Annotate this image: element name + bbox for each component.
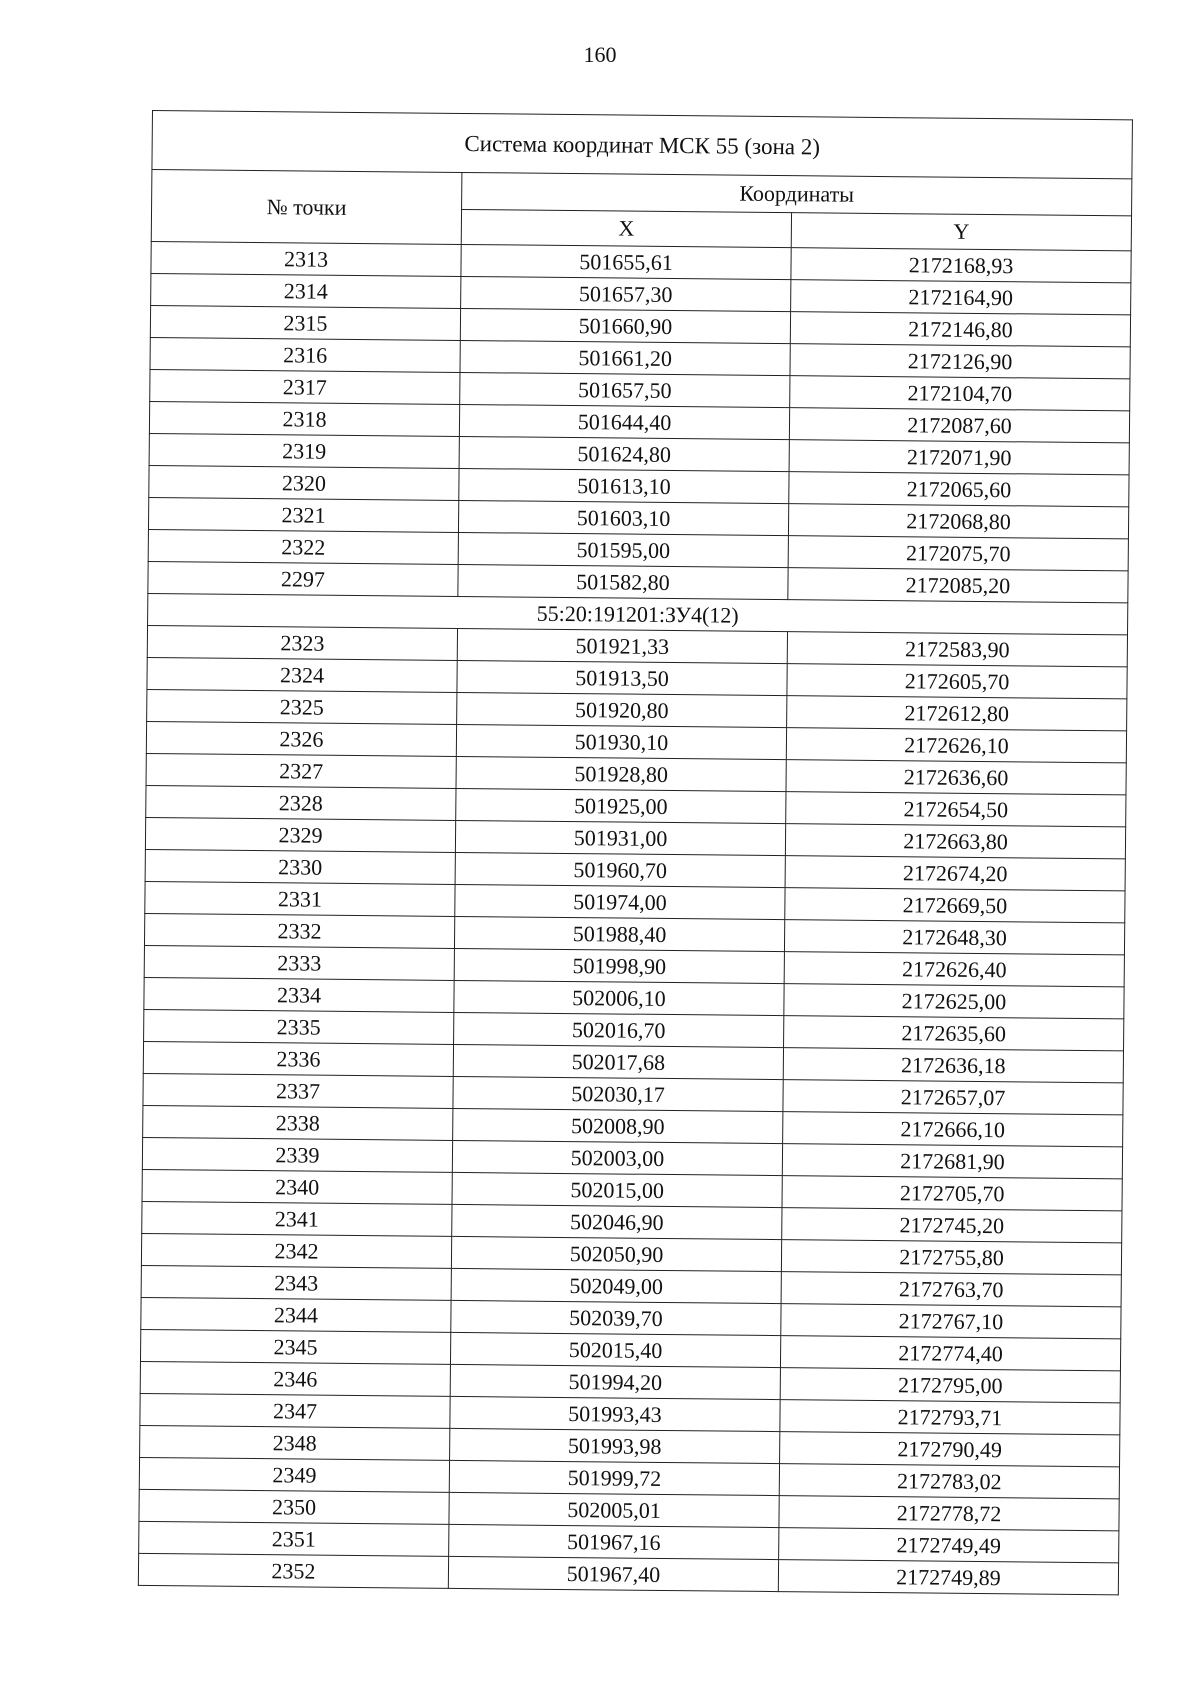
point-number-cell: 2323 [147, 625, 457, 660]
point-number-cell: 2317 [150, 369, 460, 404]
x-coordinate-cell: 502006,10 [454, 980, 784, 1015]
point-number-cell: 2331 [145, 881, 455, 916]
y-coordinate-cell: 2172669,50 [785, 888, 1125, 923]
x-coordinate-cell: 501967,16 [449, 1524, 779, 1559]
point-number-cell: 2336 [143, 1041, 453, 1076]
point-number-cell: 2347 [140, 1393, 450, 1428]
x-coordinate-cell: 501960,70 [455, 852, 785, 887]
page-number: 160 [583, 42, 617, 67]
y-coordinate-cell: 2172749,49 [779, 1528, 1119, 1563]
y-coordinate-cell: 2172626,40 [784, 952, 1124, 987]
x-coordinate-cell: 502005,01 [449, 1492, 779, 1527]
y-coordinate-cell: 2172767,10 [781, 1304, 1121, 1339]
x-coordinate-cell: 502017,68 [453, 1044, 783, 1079]
coordinates-sheet [138, 110, 1133, 1595]
point-number-cell: 2319 [149, 433, 459, 468]
point-number-cell: 2333 [144, 945, 454, 980]
point-number-cell: 2346 [140, 1361, 450, 1396]
x-coordinate-cell: 502003,00 [452, 1140, 782, 1175]
point-number-cell: 2326 [146, 721, 456, 756]
y-coordinate-cell: 2172657,07 [783, 1080, 1123, 1115]
y-coordinate-cell: 2172146,80 [790, 312, 1130, 347]
x-coordinate-cell: 501999,72 [449, 1460, 779, 1495]
point-number-cell: 2340 [142, 1169, 452, 1204]
y-coordinate-cell: 2172626,10 [786, 728, 1126, 763]
x-coordinate-cell: 502039,70 [451, 1300, 781, 1335]
section-2-rows [138, 625, 1127, 1594]
x-coordinate-cell: 501613,10 [459, 468, 789, 503]
point-number-cell: 2344 [141, 1297, 451, 1332]
point-number-cell: 2328 [146, 785, 456, 820]
point-number-cell: 2329 [145, 817, 455, 852]
point-number-cell: 2324 [147, 657, 457, 692]
point-number-cell: 2341 [142, 1201, 452, 1236]
x-coordinate-cell: 502008,90 [453, 1108, 783, 1143]
x-coordinate-cell: 501661,20 [460, 340, 790, 375]
x-coordinate-cell: 501974,00 [455, 884, 785, 919]
point-number-cell: 2348 [140, 1425, 450, 1460]
point-number-cell: 2330 [145, 849, 455, 884]
x-coordinate-cell: 501644,40 [459, 404, 789, 439]
x-coordinate-cell: 501998,90 [454, 948, 784, 983]
x-coordinate-cell: 501988,40 [454, 916, 784, 951]
y-coordinate-cell: 2172065,60 [789, 472, 1129, 507]
x-coordinate-cell: 502030,17 [453, 1076, 783, 1111]
x-coordinate-cell: 501931,00 [455, 820, 785, 855]
y-coordinate-cell: 2172164,90 [791, 280, 1131, 315]
y-coordinate-cell: 2172648,30 [784, 920, 1124, 955]
x-coordinate-cell: 502015,00 [452, 1172, 782, 1207]
y-coordinate-cell: 2172778,72 [779, 1496, 1119, 1531]
point-number-cell: 2343 [141, 1265, 451, 1300]
point-number-cell: 2321 [148, 497, 458, 532]
x-coordinate-cell: 501655,61 [461, 244, 791, 279]
x-coordinate-cell: 501595,00 [458, 532, 788, 567]
y-coordinate-cell: 2172705,70 [782, 1176, 1122, 1211]
y-coordinate-cell: 2172636,60 [786, 760, 1126, 795]
column-header-point: № точки [151, 170, 462, 245]
y-coordinate-cell: 2172666,10 [783, 1112, 1123, 1147]
y-coordinate-cell: 2172126,90 [790, 344, 1130, 379]
x-coordinate-cell: 501657,30 [461, 276, 791, 311]
y-coordinate-cell: 2172763,70 [781, 1272, 1121, 1307]
y-coordinate-cell: 2172104,70 [790, 376, 1130, 411]
x-coordinate-cell: 501993,43 [450, 1396, 780, 1431]
point-number-cell: 2342 [141, 1233, 451, 1268]
point-number-cell: 2322 [148, 529, 458, 564]
y-coordinate-cell: 2172583,90 [787, 632, 1127, 667]
x-coordinate-cell: 502049,00 [451, 1268, 781, 1303]
section-label: 55:20:191201:ЗУ4(12) [148, 593, 1128, 634]
y-coordinate-cell: 2172071,90 [789, 440, 1129, 475]
point-number-cell: 2339 [142, 1137, 452, 1172]
column-header-y: Y [791, 213, 1131, 251]
x-coordinate-cell: 502016,70 [454, 1012, 784, 1047]
x-coordinate-cell: 501930,10 [456, 724, 786, 759]
y-coordinate-cell: 2172663,80 [785, 824, 1125, 859]
point-number-cell: 2349 [139, 1457, 449, 1492]
x-coordinate-cell: 501921,33 [457, 628, 787, 663]
y-coordinate-cell: 2172755,80 [781, 1240, 1121, 1275]
y-coordinate-cell: 2172068,80 [788, 504, 1128, 539]
y-coordinate-cell: 2172085,20 [788, 568, 1128, 603]
point-number-cell: 2338 [143, 1105, 453, 1140]
x-coordinate-cell: 501913,50 [457, 660, 787, 695]
point-number-cell: 2297 [148, 561, 458, 596]
section-1-rows [148, 241, 1131, 602]
y-coordinate-cell: 2172612,80 [787, 696, 1127, 731]
point-number-cell: 2334 [144, 977, 454, 1012]
x-coordinate-cell: 501967,40 [448, 1556, 778, 1591]
x-coordinate-cell: 501993,98 [450, 1428, 780, 1463]
x-coordinate-cell: 501657,50 [460, 372, 790, 407]
y-coordinate-cell: 2172654,50 [786, 792, 1126, 827]
x-coordinate-cell: 501660,90 [460, 308, 790, 343]
y-coordinate-cell: 2172790,49 [780, 1432, 1120, 1467]
x-coordinate-cell: 501928,80 [456, 756, 786, 791]
point-number-cell: 2316 [150, 337, 460, 372]
point-number-cell: 2314 [151, 273, 461, 308]
point-number-cell: 2325 [147, 689, 457, 724]
x-coordinate-cell: 501920,80 [457, 692, 787, 727]
x-coordinate-cell: 501624,80 [459, 436, 789, 471]
y-coordinate-cell: 2172674,20 [785, 856, 1125, 891]
x-coordinate-cell: 501994,20 [450, 1364, 780, 1399]
y-coordinate-cell: 2172625,00 [784, 984, 1124, 1019]
x-coordinate-cell: 501582,80 [458, 564, 788, 599]
y-coordinate-cell: 2172745,20 [782, 1208, 1122, 1243]
column-header-x: X [461, 209, 791, 247]
y-coordinate-cell: 2172168,93 [791, 248, 1131, 283]
x-coordinate-cell: 501603,10 [458, 500, 788, 535]
y-coordinate-cell: 2172636,18 [783, 1048, 1123, 1083]
x-coordinate-cell: 502050,90 [451, 1236, 781, 1271]
point-number-cell: 2318 [149, 401, 459, 436]
x-coordinate-cell: 502015,40 [450, 1332, 780, 1367]
point-number-cell: 2337 [143, 1073, 453, 1108]
column-header-coordinates: Координаты [462, 172, 1132, 215]
x-coordinate-cell: 501925,00 [456, 788, 786, 823]
point-number-cell: 2320 [149, 465, 459, 500]
y-coordinate-cell: 2172749,89 [778, 1560, 1118, 1595]
point-number-cell: 2315 [150, 305, 460, 340]
coordinates-table [138, 110, 1133, 1595]
y-coordinate-cell: 2172635,60 [784, 1016, 1124, 1051]
x-coordinate-cell: 502046,90 [452, 1204, 782, 1239]
y-coordinate-cell: 2172795,00 [780, 1368, 1120, 1403]
table-header [151, 111, 1132, 251]
table-title: Система координат МСК 55 (зона 2) [152, 111, 1133, 179]
point-number-cell: 2335 [144, 1009, 454, 1044]
y-coordinate-cell: 2172075,70 [788, 536, 1128, 571]
point-number-cell: 2351 [139, 1521, 449, 1556]
y-coordinate-cell: 2172087,60 [789, 408, 1129, 443]
point-number-cell: 2345 [140, 1329, 450, 1364]
y-coordinate-cell: 2172783,02 [779, 1464, 1119, 1499]
y-coordinate-cell: 2172793,71 [780, 1400, 1120, 1435]
y-coordinate-cell: 2172681,90 [782, 1144, 1122, 1179]
y-coordinate-cell: 2172605,70 [787, 664, 1127, 699]
point-number-cell: 2313 [151, 241, 461, 276]
point-number-cell: 2327 [146, 753, 456, 788]
point-number-cell: 2350 [139, 1489, 449, 1524]
point-number-cell: 2352 [138, 1553, 448, 1588]
y-coordinate-cell: 2172774,40 [780, 1336, 1120, 1371]
point-number-cell: 2332 [144, 913, 454, 948]
